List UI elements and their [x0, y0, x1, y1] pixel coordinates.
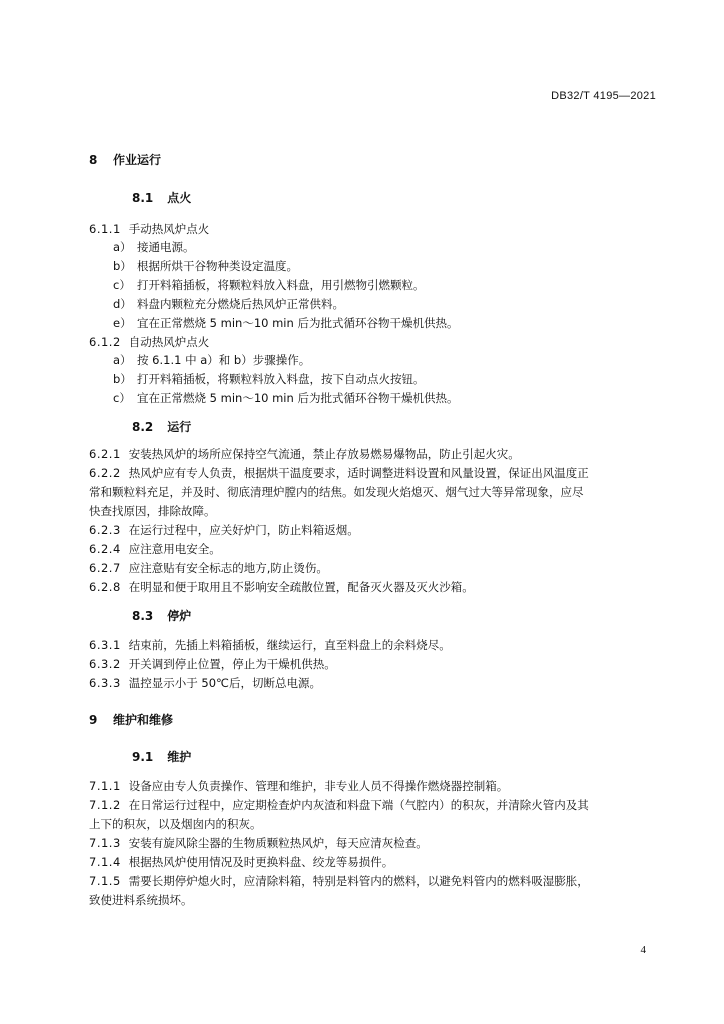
subsection-number: 8.3	[132, 609, 154, 623]
clause-number: 7.1.5	[89, 874, 121, 888]
clause	[89, 872, 649, 890]
document-code: DB32/T 4195—2021	[551, 90, 656, 102]
list-item-text: 按 6.1.1 中 a）和 b）步骤操作。	[137, 353, 311, 367]
clause-text: 应注意贴有安全标志的地方,防止烫伤。	[128, 561, 328, 575]
section-heading	[89, 711, 649, 729]
clause	[89, 220, 649, 238]
clause-text: 应注意用电安全。	[128, 542, 221, 556]
clause-number: 6.2.7	[89, 561, 121, 575]
clause-text: 需要长期停炉熄火时，应清除料箱，特别是料管内的燃料，以避免料管内的燃料吸湿膨胀，	[128, 874, 589, 888]
clause-text: 在明显和便于取用且不影响安全疏散位置，配备灭火器及灭火沙箱。	[128, 580, 474, 594]
list-item-text: 打开料箱插板，将颗粒料放入料盘，按下自动点火按钮。	[137, 372, 425, 386]
clause-text: 温控显示小于 50℃后，切断总电源。	[128, 676, 321, 690]
subsection-heading	[132, 189, 692, 207]
clause-number: 7.1.4	[89, 855, 121, 869]
list-marker: a）	[113, 240, 132, 254]
clause	[89, 521, 649, 539]
list-item	[113, 314, 673, 332]
clause-number: 6.2.1	[89, 447, 121, 461]
clause-number: 6.2.4	[89, 542, 121, 556]
page-number: 4	[640, 944, 646, 956]
section-number: 8	[89, 153, 98, 167]
clause-continuation: 常和颗粒料充足，并及时、彻底清理炉膛内的结焦。如发现火焰熄灭、烟气过大等异常现象，应尽	[89, 485, 584, 499]
list-item-text: 料盘内颗粒充分燃烧后热风炉正常供料。	[137, 297, 344, 311]
clause-text: 手动热风炉点火	[128, 222, 210, 236]
clause-number: 7.1.2	[89, 798, 121, 812]
clause-number: 6.1.2	[89, 335, 121, 349]
clause	[89, 445, 649, 463]
list-item	[113, 238, 673, 256]
list-item-text: 宜在正常燃烧 5 min～10 min 后为批式循环谷物干燥机供热。	[137, 391, 459, 405]
list-marker: b）	[113, 372, 132, 386]
list-marker: b）	[113, 259, 132, 273]
subsection-number: 8.1	[132, 191, 154, 205]
clause-text: 根据热风炉使用情况及时更换料盘、绞龙等易损件。	[128, 855, 394, 869]
list-item-text: 根据所烘干谷物种类设定温度。	[137, 259, 298, 273]
clause-number: 6.1.1	[89, 222, 121, 236]
clause-number: 6.2.3	[89, 523, 121, 537]
subsection-number: 8.2	[132, 420, 154, 434]
subsection-title: 维护	[167, 750, 192, 764]
clause	[89, 834, 649, 852]
list-item	[113, 276, 673, 294]
list-item	[113, 295, 673, 313]
list-item	[113, 370, 673, 388]
subsection-title: 运行	[167, 420, 192, 434]
subsection-heading	[132, 418, 692, 436]
clause	[89, 636, 649, 654]
list-item	[113, 351, 673, 369]
clause	[89, 540, 649, 558]
clause-continuation: 上下的积灰，以及烟囱内的积灰。	[89, 817, 262, 831]
subsection-title: 停炉	[167, 609, 192, 623]
list-item-text: 打开料箱插板，将颗粒料放入料盘，用引燃物引燃颗粒。	[137, 278, 425, 292]
subsection-heading	[132, 607, 692, 625]
list-marker: e）	[113, 316, 132, 330]
clause	[89, 853, 649, 871]
subsection-number: 9.1	[132, 750, 154, 764]
clause	[89, 655, 649, 673]
subsection-heading	[132, 748, 692, 766]
clause-number: 6.3.2	[89, 657, 121, 671]
clause-text: 在日常运行过程中，应定期检查炉内灰渣和料盘下端（气腔内）的积灰，并清除火管内及其	[128, 798, 589, 812]
clause-number: 6.3.1	[89, 638, 121, 652]
section-heading	[89, 151, 649, 169]
clause	[89, 333, 649, 351]
clause-number: 7.1.1	[89, 779, 121, 793]
list-marker: c）	[113, 391, 131, 405]
subsection-title: 点火	[167, 191, 192, 205]
list-marker: a）	[113, 353, 132, 367]
clause	[89, 674, 649, 692]
clause-text: 自动热风炉点火	[128, 335, 210, 349]
clause-text: 安装有旋风除尘器的生物质颗粒热风炉，每天应清灰检查。	[128, 836, 428, 850]
section-title: 作业运行	[113, 153, 162, 167]
clause-text: 开关调到停止位置，停止为干燥机供热。	[128, 657, 336, 671]
list-item	[113, 389, 673, 407]
clause-text: 热风炉应有专人负责，根据烘干温度要求，适时调整进料设置和风量设置，保证出风温度正	[128, 466, 589, 480]
clause-number: 6.2.2	[89, 466, 121, 480]
clause	[89, 777, 649, 795]
list-item-text: 接通电源。	[137, 240, 195, 254]
section-number: 9	[89, 713, 98, 727]
list-item-text: 宜在正常燃烧 5 min～10 min 后为批式循环谷物干燥机供热。	[137, 316, 459, 330]
list-marker: c）	[113, 278, 131, 292]
clause-number: 7.1.3	[89, 836, 121, 850]
clause-text: 设备应由专人负责操作、管理和维护，非专业人员不得操作燃烧器控制箱。	[128, 779, 509, 793]
clause-number: 6.3.3	[89, 676, 121, 690]
clause	[89, 464, 649, 482]
clause-continuation: 致使进料系统损坏。	[89, 893, 193, 907]
list-marker: d）	[113, 297, 132, 311]
clause	[89, 559, 649, 577]
clause-continuation: 快查找原因，排除故障。	[89, 504, 216, 518]
clause	[89, 796, 649, 814]
list-item	[113, 257, 673, 275]
clause-number: 6.2.8	[89, 580, 121, 594]
clause-text: 结束前，先插上料箱插板，继续运行，直至料盘上的余料烧尽。	[128, 638, 451, 652]
clause	[89, 578, 649, 596]
clause-text: 安装热风炉的场所应保持空气流通，禁止存放易燃易爆物品，防止引起火灾。	[128, 447, 520, 461]
clause-text: 在运行过程中，应关好炉门，防止料箱返烟。	[128, 523, 359, 537]
section-title: 维护和维修	[113, 713, 174, 727]
